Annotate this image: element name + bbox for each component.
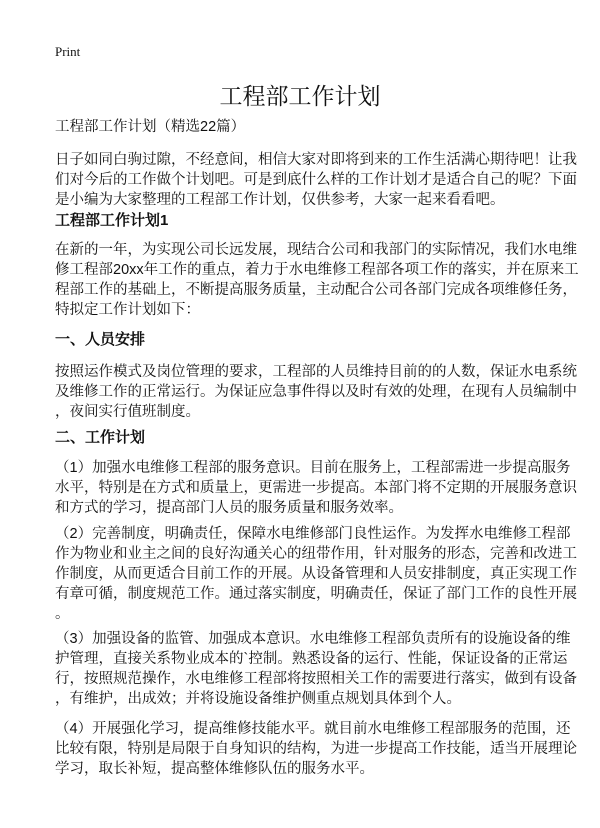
- text-line: （1）加强水电维修工程部的服务意识。目前在服务上，工程部需进一步提高服务: [55, 460, 571, 476]
- text-line: 在新的一年，为实现公司长远发展，现结合公司和我部门的实际情况，我们水电维: [55, 242, 577, 258]
- text-line: 特拟定工作计划如下：: [55, 302, 200, 318]
- text-line: （4）开展强化学习，提高维修技能水平。就目前水电维修工程部服务的范围，还: [55, 721, 571, 737]
- document-title: 工程部工作计划: [219, 83, 381, 109]
- text-line: ，夜间实行值班制度。: [55, 404, 200, 420]
- plan-item-2: [55, 524, 575, 624]
- text-line: （3）加强设备的监管、加强成本意识。水电维修工程部负责所有的设施设备的维: [55, 631, 571, 647]
- text-line: 作为物业和业主之间的良好沟通关心的纽带作用，针对服务的形态，完善和改进工: [55, 546, 577, 562]
- text-line: 护管理，直接关系物业成本的`控制。熟悉设备的运行、性能，保证设备的正常运: [55, 651, 568, 667]
- text-line: 学习，取长补短，提高整体维修队伍的服务水平。: [55, 761, 374, 777]
- text-line: 们对今后的工作做个计划吧。可是到底什么样的工作计划才是适合自己的呢？下面: [55, 172, 577, 188]
- text-line: 修工程部20xx年工作的重点，着力于水电维修工程部各项工作的落实，并在原来工: [55, 262, 579, 278]
- staffing-paragraph: [55, 362, 575, 422]
- intro-paragraph: [55, 150, 575, 210]
- heading-work-plan: 二、工作计划: [55, 429, 146, 446]
- text-line: （2）完善制度，明确责任，保障水电维修部门良性运作。为发挥水电维修工程部: [55, 526, 571, 542]
- text-line: 有章可循，制度规范工作。通过落实制度，明确责任，保证了部门工作的良性开展: [55, 586, 577, 602]
- text-line: 及维修工作的正常运行。为保证应急事件得以及时有效的处理，在现有人员编制中: [55, 384, 577, 400]
- text-line: 水平，特别是在方式和质量上，更需进一步提高。本部门将不定期的开展服务意识: [55, 480, 577, 496]
- text-line: 比较有限，特别是局限于自身知识的结构，为进一步提高工作技能，适当开展理论: [55, 741, 577, 757]
- text-line: 行，按照规范操作，水电维修工程部将按照相关工作的需要进行落实，做到有设备: [55, 671, 577, 687]
- document-subtitle: 工程部工作计划（精选22篇）: [55, 119, 246, 135]
- section-intro-paragraph: [55, 240, 579, 320]
- heading-staffing: 一、人员安排: [55, 331, 146, 348]
- text-line: 按照运作模式及岗位管理的要求，工程部的人员维持目前的的人数，保证水电系统: [55, 364, 577, 380]
- text-line: ，有维护，出成效；并将设施设备维护侧重点规划具体到个人。: [55, 691, 461, 707]
- print-link[interactable]: Print: [55, 44, 81, 59]
- text-line: 日子如同白驹过隙，不经意间，相信大家对即将到来的工作生活满心期待吧！让我: [55, 152, 577, 168]
- text-line: 是小编为大家整理的工程部工作计划，仅供参考，大家一起来看看吧。: [55, 192, 505, 208]
- plan-item-4: [55, 719, 575, 779]
- plan-item-1: [55, 458, 575, 518]
- text-line: 程部工作的基础上，不断提高服务质量，主动配合公司各部门完成各项维修任务，: [55, 282, 577, 298]
- text-line: 和方式的学习，提高部门人员的服务质量和服务效率。: [55, 500, 403, 516]
- text-line: 作制度，从而更适合目前工作的开展。从设备管理和人员安排制度，真正实现工作: [55, 566, 577, 582]
- text-line: 。: [55, 606, 70, 622]
- plan-item-3: [55, 629, 575, 709]
- section-heading: 工程部工作计划1: [55, 212, 169, 229]
